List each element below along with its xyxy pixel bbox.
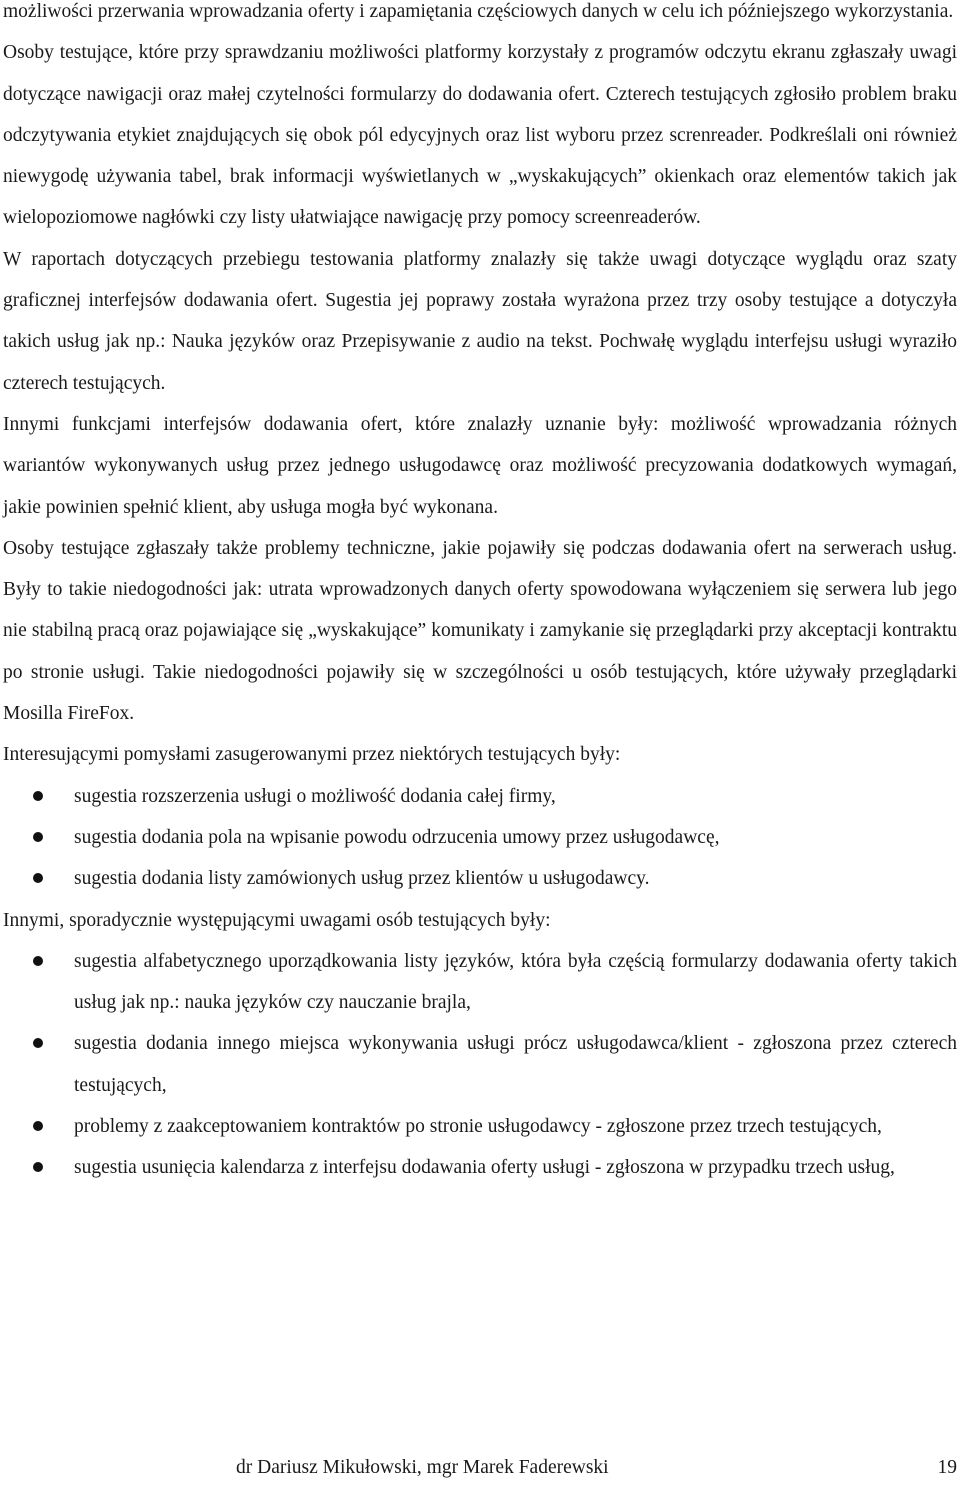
bullet-icon (33, 956, 43, 966)
paragraph: możliwości przerwania wprowadzania oferty i zapamiętania częściowych danych w celu ich późniejszego wykorzystania. (3, 1, 954, 22)
bullet-icon (33, 873, 43, 883)
list-item (3, 941, 957, 1024)
list-intro: Interesującymi pomysłami zasugerowanymi przez niektórych testujących były: (3, 744, 621, 766)
list-item-text: sugestia usunięcia kalendarza z interfejsu dodawania oferty usługi - zgłoszona w przypadku trzech usług, (74, 1157, 895, 1179)
page-number: 19 (937, 1457, 957, 1478)
bullet-icon (33, 832, 43, 842)
list-item (3, 1147, 957, 1188)
bullet-icon (33, 1038, 43, 1048)
list-item-text: sugestia alfabetycznego uporządkowania listy języków, która była częścią formularzy dodawania oferty takich usług jak np.: nauka języków czy nauczanie brajla, (74, 950, 957, 1014)
bullet-icon (33, 791, 43, 801)
footer-authors: dr Dariusz Mikułowski, mgr Marek Faderewski (236, 1457, 609, 1478)
paragraph: W raportach dotyczących przebiegu testowania platformy znalazły się także uwagi dotyczące wyglądu oraz szaty graficznej interfejsów dodawania ofert. Sugestia jej poprawy została wyrażona przez trzy osoby testujące a dotyczyła takich usług jak np.: Nauka języków oraz Przepisywanie z audio na tekst. Pochwałę wyglądu interfejsu usługi wyraziło czterech testujących. (3, 248, 957, 394)
page-footer (0, 1456, 957, 1480)
list-item (3, 817, 957, 858)
paragraph: Innymi funkcjami interfejsów dodawania ofert, które znalazły uznanie były: możliwość wprowadzania różnych wariantów wykonywanych usług przez jednego usługodawcę oraz możliwość precyzowania dodatkowych wymagań, jakie powinien spełnić klient, aby usługa mogła być wykonana. (3, 413, 957, 518)
suggestions-list (3, 776, 957, 900)
paragraph: Osoby testujące, które przy sprawdzaniu możliwości platformy korzystały z programów odczytu ekranu zgłaszały uwagi dotyczące nawigacji oraz małej czytelności formularzy do dodawania ofert. Czterech testujących zgłosiło problem braku odczytywania etykiet znajdujących się obok pól edycyjnych oraz list wyboru przez screnreader. Podkreślali oni również niewygodę używania tabel, brak informacji wyświetlanych w „wyskakujących” okienkach oraz elementów takich jak wielopoziomowe nagłówki czy listy ułatwiające nawigację przy pomocy screenreaderów. (3, 42, 957, 229)
list-item (3, 858, 957, 899)
list-item-text: sugestia dodania innego miejsca wykonywania usługi prócz usługodawca/klient - zgłoszona przez czterech testujących, (74, 1033, 957, 1096)
list-item-text: sugestia dodania pola na wpisanie powodu odrzucenia umowy przez usługodawcę, (74, 826, 720, 848)
bullet-icon (33, 1162, 43, 1172)
list-item-text: sugestia rozszerzenia usługi o możliwość dodania całej firmy, (74, 785, 556, 807)
list-item (3, 1023, 957, 1106)
list-item (3, 776, 957, 817)
remarks-list (3, 941, 957, 1189)
bullet-icon (33, 1121, 43, 1131)
list-item-text: problemy z zaakceptowaniem kontraktów po stronie usługodawcy - zgłoszone przez trzech testujących, (74, 1116, 882, 1138)
document-page (3, 0, 957, 1189)
list-intro: Innymi, sporadycznie występującymi uwagami osób testujących były: (3, 909, 551, 931)
list-item-text: sugestia dodania listy zamówionych usług przez klientów u usługodawcy. (74, 868, 650, 890)
list-item (3, 1106, 957, 1147)
paragraph: Osoby testujące zgłaszały także problemy techniczne, jakie pojawiły się podczas dodawania ofert na serwerach usług. Były to takie niedogodności jak: utrata wprowadzonych danych oferty spowodowana wyłączeniem się serwera lub jego nie stabilną pracą oraz pojawiające się „wyskakujące” komunikaty i zamykanie się przeglądarki przy akceptacji kontraktu po stronie usługi. Takie niedogodności pojawiły się w szczególności u osób testujących, które używały przeglądarki Mosilla FireFox. (3, 537, 957, 725)
